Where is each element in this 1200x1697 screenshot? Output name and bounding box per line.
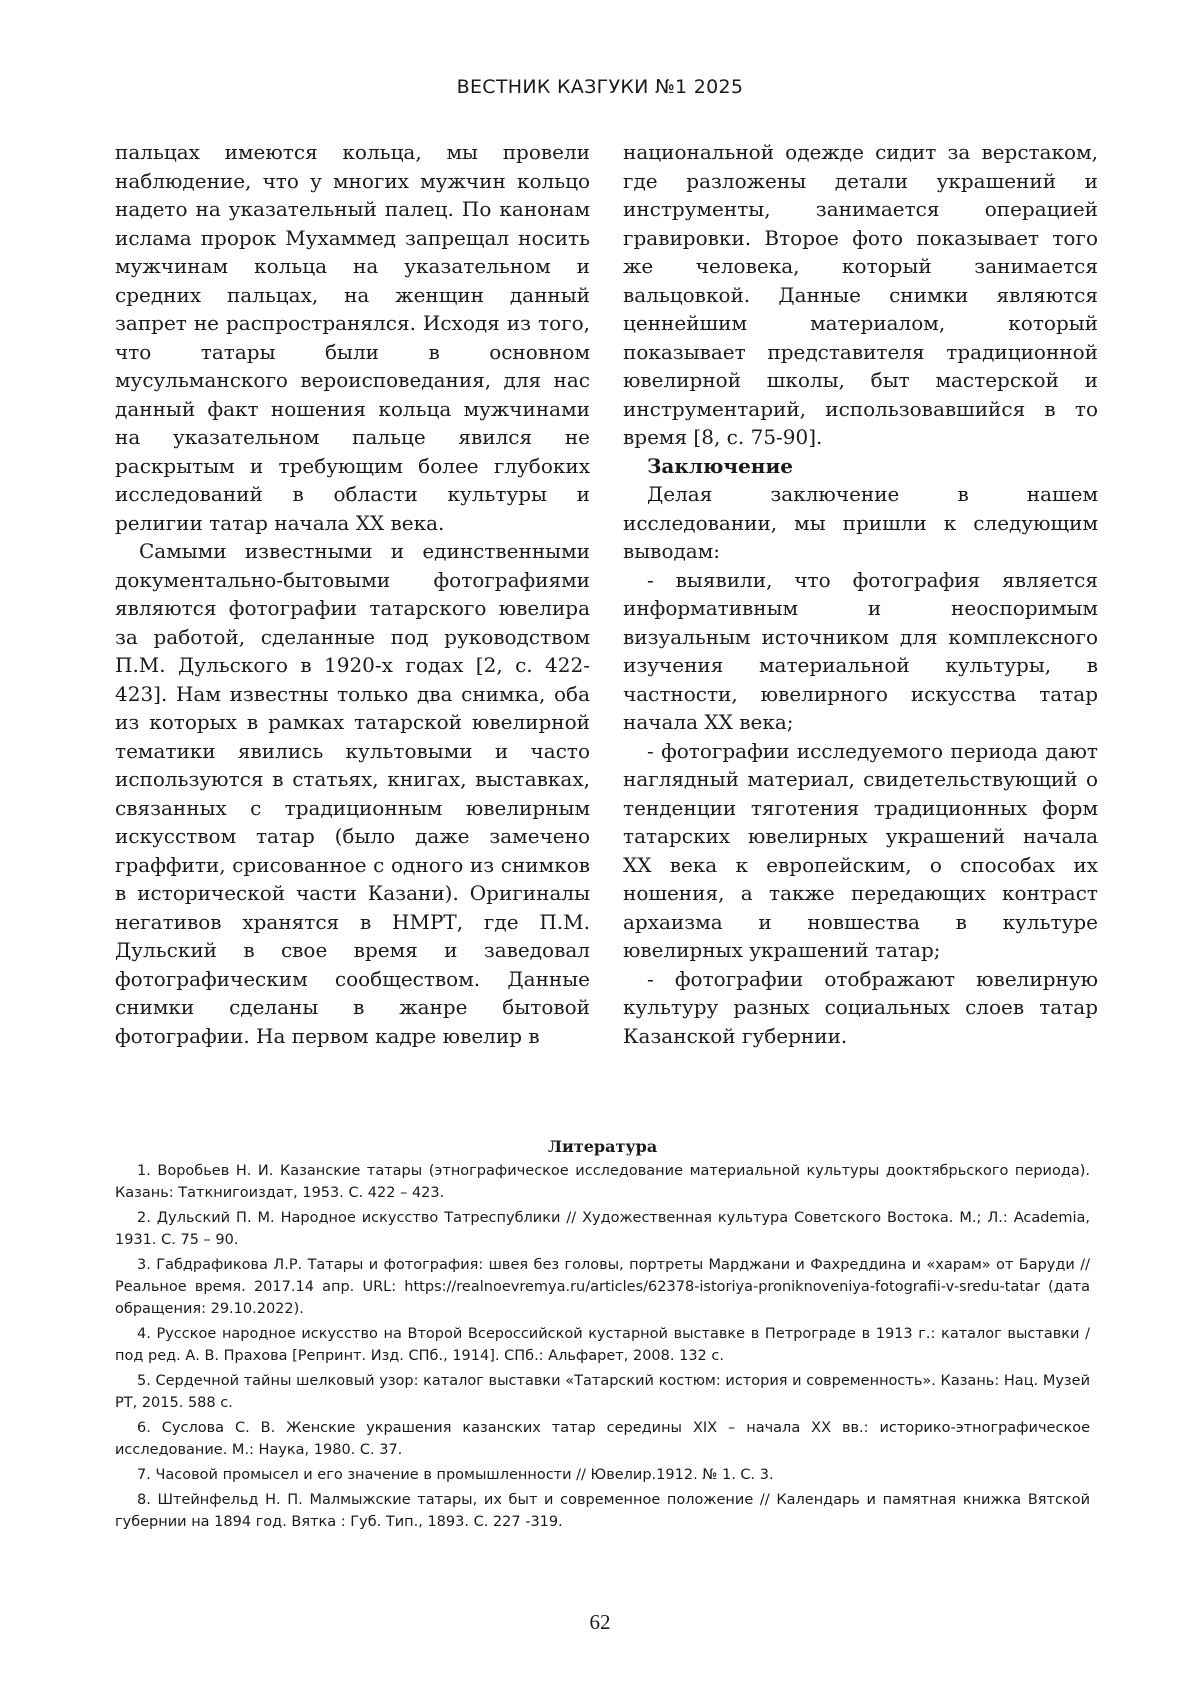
left-column xyxy=(115,138,590,1050)
paragraph: пальцах имеются кольца, мы провели наблюдение, что у многих мужчин кольцо надето на указательный палец. По канонам ислама пророк Мухаммед запрещал носить мужчинам кольца на указательном и средних пальцах, на женщин данный запрет не распространялся. Исходя из того, что татары были в основном мусульманского вероисповедания, для нас данный факт ношения кольца мужчинами на указательном пальце явился не раскрытым и требующим более глубоких исследований в области культуры и религии татар начала XX века. xyxy=(115,140,590,535)
reference-item: 4. Русское народное искусство на Второй Всероссийской кустарной выставке в Петрограде в 1913 г.: каталог выставки / под ред. А. В. Прахова [Репринт. Изд. СПб., 1914]. СПб.: Альфарет, 2008. 132 с. xyxy=(115,1326,1090,1364)
paragraph: национальной одежде сидит за верстаком, где разложены детали украшений и инструменты, занимается операцией гравировки. Второе фото показывает того же человека, который занимается вальцовкой. Данные снимки являются ценнейшим материалом, который показывает представителя традиционной ювелирной школы, быт мастерской и инструментарий, использовавшийся в то время [8, с. 75-90]. xyxy=(623,140,1098,449)
conclusion-item: - фотографии исследуемого периода дают наглядный материал, свидетельствующий о тенденции тяготения традиционных форм татарских ювелирных украшений начала XX века к европейским, о способах их ношения, а также передающих контраст архаизма и новшества в культуре ювелирных украшений татар; xyxy=(623,738,1098,962)
paragraph: Самыми известными и единственными документально-бытовыми фотографиями являются фотографии татарского ювелира за работой, сделанные под руководством П.М. Дульского в 1920-х годах [2, с. 422-423]. Нам известны только два снимка, оба из которых в рамках татарской ювелирной тематики явились культовыми и часто используются в статьях, книгах, выставках, связанных с традиционным ювелирным искусством татар (было даже замечено граффити, срисованное с одного из снимков в исторической части Казани). Оригиналы негативов хранятся в НМРТ, где П.М. Дульский в свое время и заведовал фотографическим сообществом. Данные снимки сделаны в жанре бытовой фотографии. На первом кадре ювелир в xyxy=(115,539,590,1048)
reference-item: 6. Суслова С. В. Женские украшения казанских татар середины XIX – начала XX вв.: историко-этнографическое исследование. М.: Наука, 1980. С. 37. xyxy=(115,1420,1090,1458)
reference-item: 8. Штейнфельд Н. П. Малмыжские татары, их быт и современное положение // Календарь и памятная книжка Вятской губернии на 1894 год. Вятка : Губ. Тип., 1893. С. 227 -319. xyxy=(115,1492,1090,1530)
conclusion-heading: Заключение xyxy=(647,453,793,478)
page-number: 62 xyxy=(589,1610,611,1634)
conclusion-item: - выявили, что фотография является информативным и неоспоримым визуальным источником для комплексного изучения материальной культуры, в частности, ювелирного искусства татар начала XX века; xyxy=(623,567,1098,734)
journal-header: ВЕСТНИК КАЗГУКИ №1 2025 xyxy=(456,76,744,98)
reference-item: 7. Часовой промысел и его значение в промышленности // Ювелир.1912. № 1. С. 3. xyxy=(137,1467,774,1483)
body-columns xyxy=(115,138,1098,1108)
paragraph: Делая заключение в нашем исследовании, мы пришли к следующим выводам: xyxy=(623,482,1098,563)
reference-item: 1. Воробьев Н. И. Казанские татары (этнографическое исследование материальной культуры дооктябрьского периода). Казань: Таткнигоиздат, 1953. С. 422 – 423. xyxy=(115,1163,1090,1201)
reference-item: 3. Габдрафикова Л.Р. Татары и фотография: швея без головы, портреты Марджани и Фахреддина и «харам» от Баруди // Реальное время. 2017.14 апр. URL: https://realnoevremya.ru/articles/62378-istoriya-proniknoveniya-fotografii-v-sredu-tatar (дата обращения: 29.10.2022). xyxy=(115,1257,1090,1317)
references-section xyxy=(115,1136,1090,1536)
references-title: Литература xyxy=(547,1137,658,1156)
reference-item: 2. Дульский П. М. Народное искусство Татреспублики // Художественная культура Советского Востока. М.; Л.: Academia, 1931. С. 75 – 90. xyxy=(115,1210,1090,1248)
conclusion-item: - фотографии отображают ювелирную культуру разных социальных слоев татар Казанской губернии. xyxy=(623,966,1098,1048)
reference-item: 5. Сердечной тайны шелковый узор: каталог выставки «Татарский костюм: история и современность». Казань: Нац. Музей РТ, 2015. 588 с. xyxy=(115,1373,1090,1411)
right-column xyxy=(623,138,1098,1050)
